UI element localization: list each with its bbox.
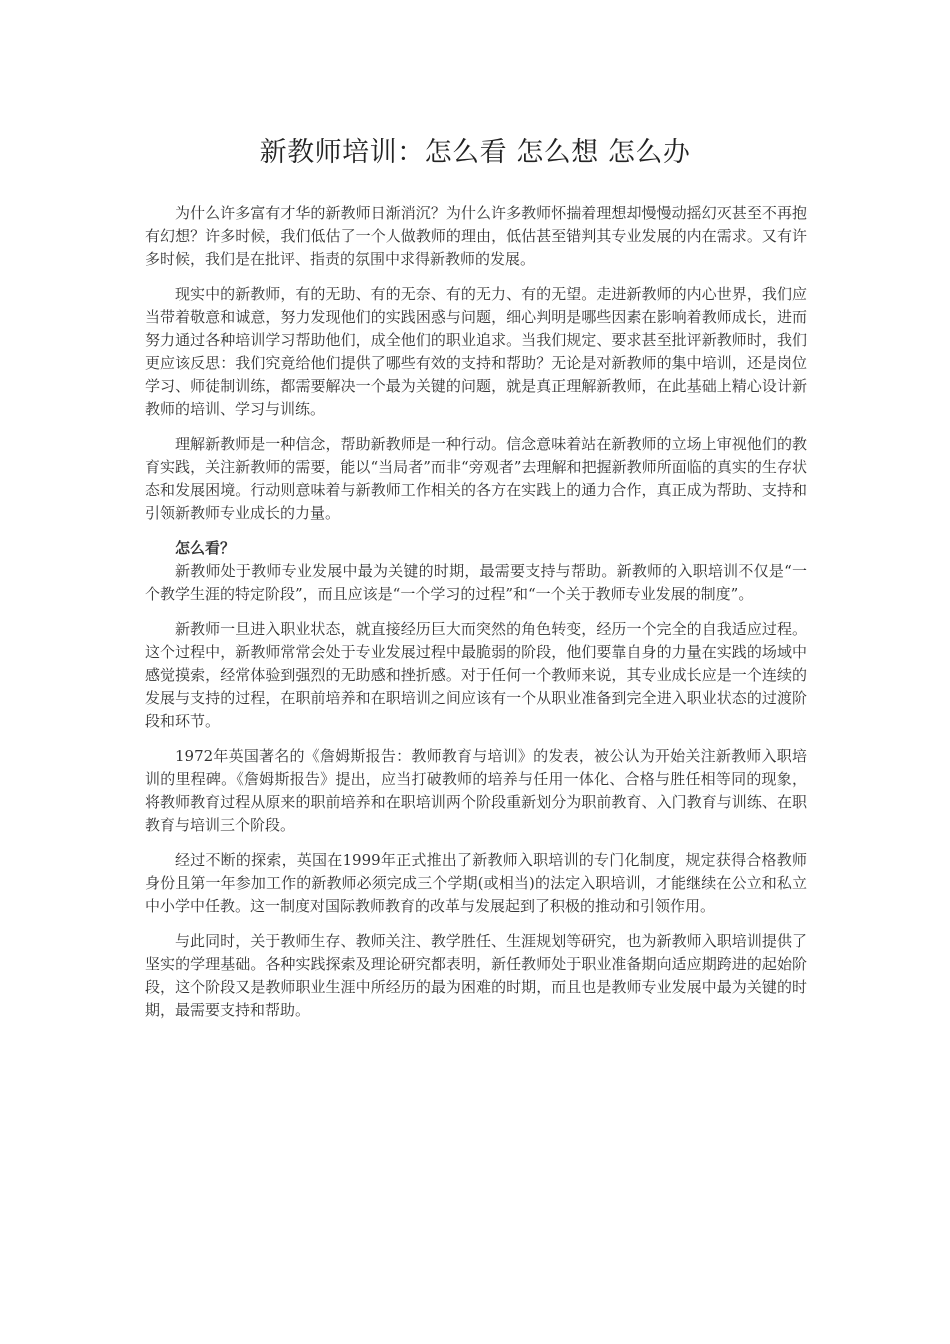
section-heading-how-to-view: 怎么看？ [175, 539, 236, 557]
document-title: 新教师培训：怎么看 怎么想 怎么办 [259, 137, 691, 168]
paragraph-3: 理解新教师是一种信念，帮助新教师是一种行动。信念意味着站在新教师的立场上审视他们的教育实践，关注新教师的需要，能以“当局者”而非“旁观者”去理解和把握新教师所面临的真实的生存状态和发展困境。行动则意味着与新教师工作相关的各方在实践上的通力合作，真正成为帮助、支持和引领新教师专业成长的力量。 [145, 435, 807, 522]
paragraph-7: 经过不断的探索，英国在1999年正式推出了新教师入职培训的专门化制度，规定获得合格教师身份且第一年参加工作的新教师必须完成三个学期(或相当)的法定入职培训，才能继续在公立和私立中小学中任教。这一制度对国际教师教育的改革与发展起到了积极的推动和引领作用。 [145, 851, 807, 915]
paragraph-5: 新教师一旦进入职业状态，就直接经历巨大而突然的角色转变，经历一个完全的自我适应过程。这个过程中，新教师常常会处于专业发展过程中最脆弱的阶段，他们要靠自身的力量在实践的场域中感觉摸索，经常体验到强烈的无助感和挫折感。对于任何一个教师来说，其专业成长应是一个连续的发展与支持的过程，在职前培养和在职培训之间应该有一个从职业准备到完全进入职业状态的过渡阶段和环节。 [145, 620, 807, 730]
document-body [145, 202, 807, 1034]
paragraph-8: 与此同时，关于教师生存、教师关注、教学胜任、生涯规划等研究，也为新教师入职培训提供了坚实的学理基础。各种实践探索及理论研究都表明，新任教师处于职业准备期向适应期跨进的起始阶段，这个阶段又是教师职业生涯中所经历的最为困难的时期，而且也是教师专业发展中最为关键的时期，最需要支持和帮助。 [145, 932, 807, 1019]
paragraph-1: 为什么许多富有才华的新教师日渐消沉？为什么许多教师怀揣着理想却慢慢动摇幻灭甚至不再抱有幻想？许多时候，我们低估了一个人做教师的理由，低估甚至错判其专业发展的内在需求。又有许多时候，我们是在批评、指责的氛围中求得新教师的发展。 [145, 204, 807, 268]
paragraph-6: 1972年英国著名的《詹姆斯报告：教师教育与培训》的发表，被公认为开始关注新教师入职培训的里程碑。《詹姆斯报告》提出，应当打破教师的培养与任用一体化、合格与胜任相等同的现象，将教师教育过程从原来的职前培养和在职培训两个阶段重新划分为职前教育、入门教育与训练、在职教育与培训三个阶段。 [145, 747, 807, 834]
paragraph-4: 新教师处于教师专业发展中最为关键的时期，最需要支持与帮助。新教师的入职培训不仅是“一个教学生涯的特定阶段”，而且应该是“一个学习的过程”和“一个关于教师专业发展的制度”。 [145, 562, 807, 603]
paragraph-2: 现实中的新教师，有的无助、有的无奈、有的无力、有的无望。走进新教师的内心世界，我们应当带着敬意和诚意，努力发现他们的实践困惑与问题，细心判明是哪些因素在影响着教师成长，进而努力通过各种培训学习帮助他们，成全他们的职业追求。当我们规定、要求甚至批评新教师时，我们更应该反思：我们究竟给他们提供了哪些有效的支持和帮助？无论是对新教师的集中培训，还是岗位学习、师徒制训练，都需要解决一个最为关键的问题，就是真正理解新教师，在此基础上精心设计新教师的培训、学习与训练。 [145, 285, 807, 418]
